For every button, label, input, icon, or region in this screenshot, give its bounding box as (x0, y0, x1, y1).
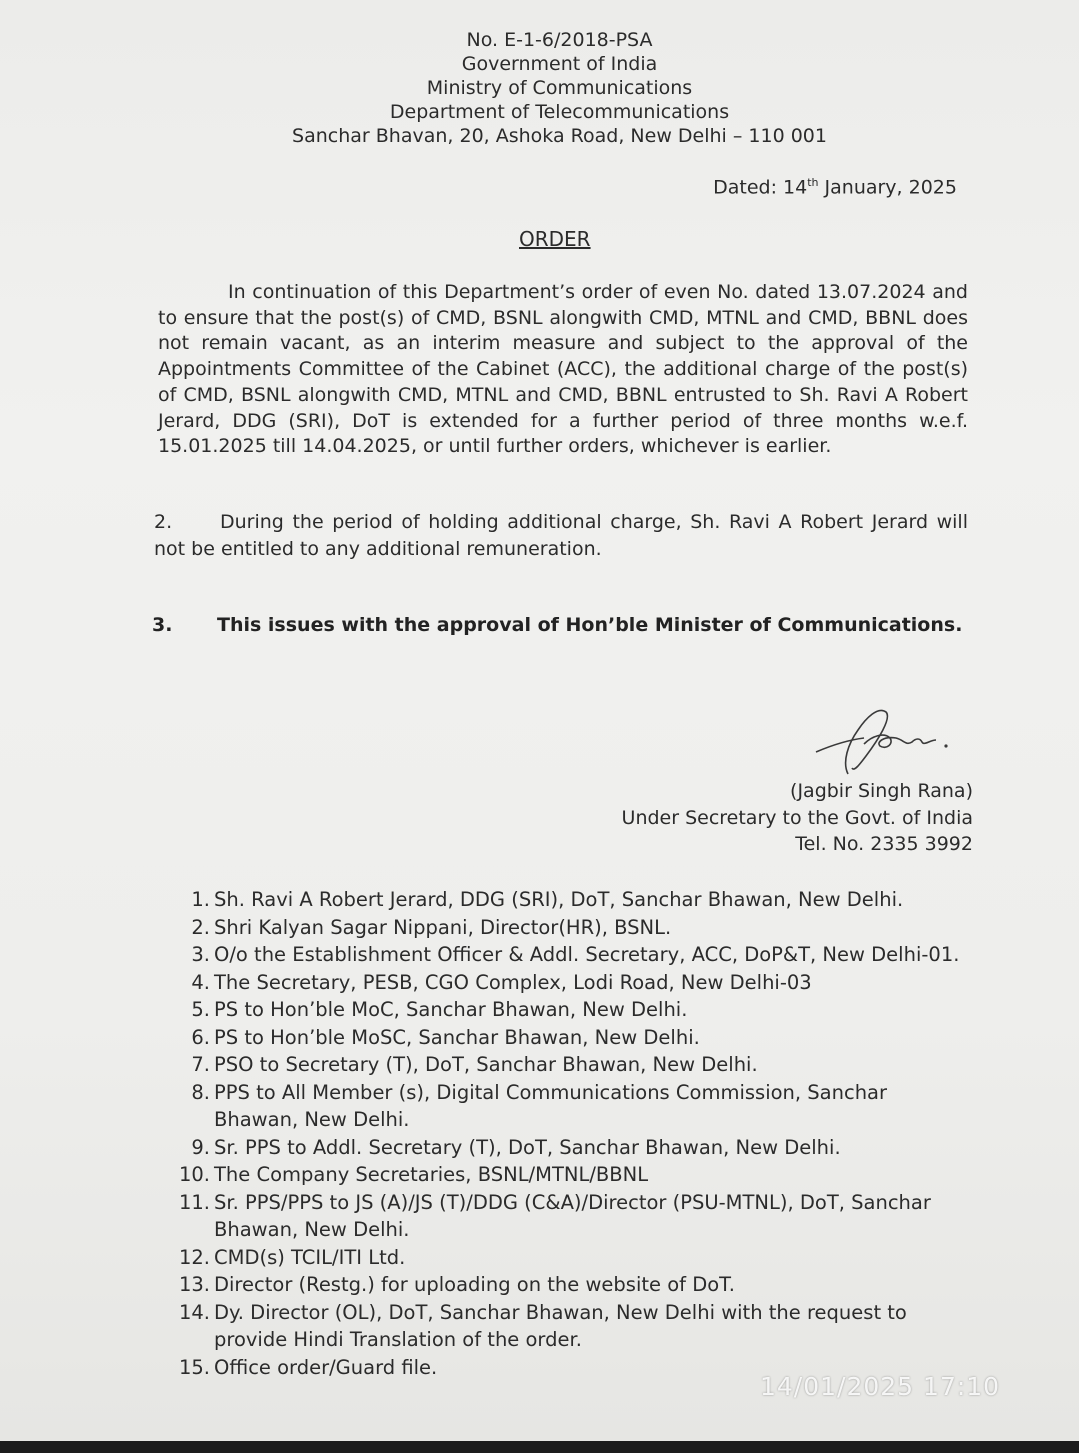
list-item-number: 1. (191, 888, 210, 911)
list-item-text: Sr. PPS/PPS to JS (A)/JS (T)/DDG (C&A)/Director (PSU-MTNL), DoT, Sanchar Bhawan, New Delhi. (214, 1190, 931, 1241)
list-item-number: 7. (191, 1053, 210, 1076)
list-item (166, 914, 966, 942)
list-item-text: Director (Restg.) for uploading on the website of DoT. (214, 1273, 735, 1296)
list-item-number: 15. (178, 1355, 210, 1379)
list-item (166, 941, 966, 969)
list-item-number: 5. (191, 998, 210, 1021)
paragraph-2-text: During the period of holding additional charge, Sh. Ravi A Robert Jerard will not be entitled to any additional remuneration. (154, 511, 968, 560)
list-item-text: The Company Secretaries, BSNL/MTNL/BBNL (214, 1163, 649, 1186)
list-item-number: 8. (191, 1080, 210, 1104)
list-item-number: 2. (191, 915, 210, 939)
paragraph-1: In continuation of this Department’s order of even No. dated 13.07.2024 and to ensure that the post(s) of CMD, BSNL alongwith CMD, MTNL and CMD, BBNL does not remain vacant, as an interim measure and subject to the approval of the Appointments Committee of the Cabinet (ACC), the additional charge of the post(s) of CMD, BSNL alongwith CMD, MTNL and CMD, BBNL entrusted to Sh. Ravi A Robert Jerard, DDG (SRI), DoT is extended for a further period of three months w.e.f. 15.01.2025 till 14.04.2025, or until further orders, whichever is earlier. (158, 281, 968, 458)
list-item (166, 1024, 966, 1052)
paragraph-3-number: 3. (152, 614, 173, 636)
letterhead (0, 28, 1079, 148)
list-item-number: 13. (178, 1273, 210, 1296)
list-item-text: Dy. Director (OL), DoT, Sanchar Bhawan, New Delhi with the request to provide Hindi Translation of the order. (214, 1300, 907, 1351)
signatory-block (622, 778, 973, 858)
bottom-border (0, 1441, 1079, 1453)
paragraph-3-text: This issues with the approval of Hon’ble Minister of Communications. (217, 614, 963, 636)
distribution-list (166, 886, 966, 1381)
list-item (166, 1244, 966, 1272)
order-title: ORDER (519, 227, 591, 251)
list-item-text: The Secretary, PESB, CGO Complex, Lodi Road, New Delhi-03 (214, 970, 812, 994)
list-item-number: 14. (178, 1300, 210, 1324)
file-number: No. E-1-6/2018-PSA (466, 29, 653, 51)
list-item-number: 4. (191, 970, 210, 994)
date-prefix: Dated: 14 (713, 176, 808, 199)
list-item-text: Shri Kalyan Sagar Nippani, Director(HR), BSNL. (214, 915, 672, 939)
list-item (166, 996, 966, 1024)
paragraph-2-number: 2. (154, 511, 173, 533)
list-item-number: 9. (191, 1135, 210, 1159)
list-item-number: 3. (191, 943, 210, 966)
list-item-text: Sr. PPS to Addl. Secretary (T), DoT, Sanchar Bhawan, New Delhi. (214, 1135, 841, 1159)
photo-timestamp: 14/01/2025 17:10 (760, 1372, 1001, 1401)
signatory-name: (Jagbir Singh Rana) (790, 780, 973, 802)
list-item (166, 1079, 966, 1134)
list-item-text: O/o the Establishment Officer & Addl. Secretary, ACC, DoP&T, New Delhi-01. (214, 943, 960, 966)
list-item-text: CMD(s) TCIL/ITI Ltd. (214, 1245, 406, 1269)
list-item (166, 1134, 966, 1162)
list-item-number: 10. (178, 1163, 210, 1186)
list-item (166, 1189, 966, 1244)
paragraph-2 (154, 509, 968, 563)
date-superscript: th (807, 176, 819, 189)
list-item (166, 1051, 966, 1079)
date-line (713, 176, 957, 198)
signatory-telephone: Tel. No. 2335 3992 (795, 833, 973, 855)
list-item-text: PPS to All Member (s), Digital Communications Commission, Sanchar Bhawan, New Delhi. (214, 1080, 888, 1131)
list-item-text: PS to Hon’ble MoC, Sanchar Bhawan, New Delhi. (214, 998, 688, 1021)
list-item (166, 1299, 966, 1354)
handwritten-signature (808, 700, 958, 782)
list-item-number: 6. (191, 1025, 210, 1049)
list-item-text: Office order/Guard file. (214, 1355, 438, 1379)
date-suffix: January, 2025 (818, 176, 957, 199)
list-item (166, 969, 966, 997)
list-item (166, 886, 966, 914)
signatory-designation: Under Secretary to the Govt. of India (621, 806, 973, 829)
list-item-text: PSO to Secretary (T), DoT, Sanchar Bhawan, New Delhi. (214, 1053, 758, 1076)
government-name: Government of India (461, 53, 658, 75)
office-address: Sanchar Bhavan, 20, Ashoka Road, New Delhi – 110 001 (292, 125, 827, 147)
list-item-text: Sh. Ravi A Robert Jerard, DDG (SRI), DoT, Sanchar Bhawan, New Delhi. (214, 888, 904, 911)
paragraph-3 (152, 614, 962, 636)
list-item-text: PS to Hon’ble MoSC, Sanchar Bhawan, New Delhi. (214, 1025, 700, 1049)
list-item-number: 11. (178, 1190, 210, 1214)
list-item (166, 1271, 966, 1299)
department-name: Department of Telecommunications (389, 101, 730, 123)
list-item-number: 12. (178, 1245, 210, 1269)
ministry-name: Ministry of Communications (426, 77, 693, 99)
list-item (166, 1161, 966, 1189)
